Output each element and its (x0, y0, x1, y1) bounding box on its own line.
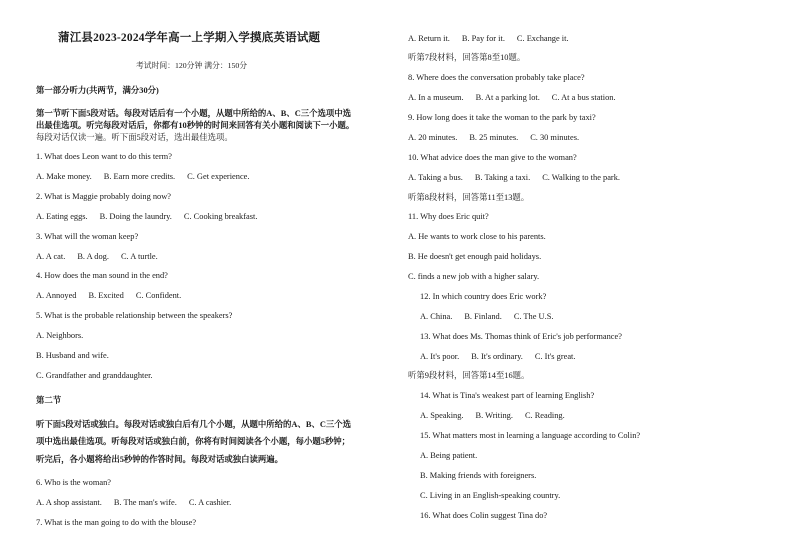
option[interactable]: C. A turtle. (120, 252, 158, 261)
question-5-option-a[interactable]: A. Neighbors. (36, 331, 84, 340)
question-9-options (408, 132, 579, 143)
exam-meta: 考试时间：120分钟 满分：150分 (136, 61, 248, 70)
option[interactable]: C. 30 minutes. (530, 133, 580, 142)
option[interactable]: C. Get experience. (187, 172, 250, 181)
question-3-options (36, 251, 158, 262)
section1-intro-line1: 第一节听下面5段对话。每段对话后有一个小题，从题中所给的A、B、C三个选项中选 (36, 109, 351, 118)
question-6-options (36, 497, 231, 508)
option[interactable]: C. The U.S. (513, 312, 554, 321)
option[interactable]: C. A cashier. (188, 498, 232, 507)
question-14: 14. What is Tina's weakest part of learning English? (420, 391, 595, 400)
option[interactable]: C. Exchange it. (516, 34, 569, 43)
page-title: 蒲江县2023-2024学年高一上学期入学摸底英语试题 (58, 32, 321, 44)
question-9: 9. How long does it take the woman to the park by taxi? (408, 113, 596, 122)
option[interactable]: B. A dog. (77, 252, 109, 261)
question-2: 2. What is Maggie probably doing now? (36, 192, 171, 201)
section2-intro-line3: 听完后，各小题将给出5秒钟的作答时间。每段对话或独白读两遍。 (36, 455, 284, 464)
option[interactable]: A. Make money. (36, 172, 92, 181)
question-12-options (420, 311, 553, 322)
question-1-options (36, 171, 249, 182)
question-1: 1. What does Leon want to do this term? (36, 152, 172, 161)
option[interactable]: C. Reading. (524, 411, 565, 420)
question-8: 8. Where does the conversation probably take place? (408, 73, 585, 82)
option[interactable]: A. Return it. (408, 34, 450, 43)
option[interactable]: C. At a bus station. (551, 93, 616, 102)
option[interactable]: B. Excited (88, 291, 124, 300)
section2-intro-line1: 听下面5段对话或独白。每段对话或独白后有几个小题，从题中所给的A、B、C三个选 (36, 420, 351, 429)
option[interactable]: B. At a parking lot. (475, 93, 540, 102)
question-5: 5. What is the probable relationship between the speakers? (36, 311, 233, 320)
question-11-option-a[interactable]: A. He wants to work close to his parents. (408, 232, 546, 241)
option[interactable]: B. It's ordinary. (471, 352, 523, 361)
option[interactable]: C. Walking to the park. (542, 173, 620, 182)
option[interactable]: B. Taking a taxi. (474, 173, 531, 182)
listen-instruction-7: 听第7段材料，回答第8至10题。 (408, 53, 526, 62)
option[interactable]: B. Doing the laundry. (99, 212, 172, 221)
question-3: 3. What will the woman keep? (36, 232, 139, 241)
question-5-option-c[interactable]: C. Grandfather and granddaughter. (36, 371, 153, 380)
option[interactable]: A. China. (420, 312, 453, 321)
question-15-option-b[interactable]: B. Making friends with foreigners. (420, 471, 537, 480)
question-15-option-c[interactable]: C. Living in an English-speaking country. (420, 491, 561, 500)
question-7-options (408, 33, 569, 44)
option[interactable]: A. Taking a bus. (408, 173, 463, 182)
question-13-options (420, 351, 575, 362)
option[interactable]: B. Finland. (464, 312, 502, 321)
question-2-options (36, 211, 257, 222)
option[interactable]: B. Pay for it. (461, 34, 505, 43)
listen-instruction-8: 听第8段材料，回答第11至13题。 (408, 193, 530, 202)
section1-intro-line3: 每段对话仅读一遍。听下面5段对话，选出最佳选项。 (36, 133, 233, 142)
option[interactable]: A. Annoyed (36, 291, 77, 300)
question-15-option-a[interactable]: A. Being patient. (420, 451, 478, 460)
part1-heading: 第一部分听力(共两节，满分30分) (36, 86, 159, 95)
question-10: 10. What advice does the man give to the woman? (408, 153, 577, 162)
option[interactable]: A. It's poor. (420, 352, 460, 361)
option[interactable]: C. Cooking breakfast. (183, 212, 258, 221)
question-12: 12. In which country does Eric work? (420, 292, 547, 301)
listen-instruction-9: 听第9段材料，回答第14至16题。 (408, 371, 530, 380)
option[interactable]: B. Writing. (475, 411, 513, 420)
option[interactable]: A. A shop assistant. (36, 498, 102, 507)
question-7: 7. What is the man going to do with the blouse? (36, 518, 197, 527)
question-11-option-c[interactable]: C. finds a new job with a higher salary. (408, 272, 540, 281)
question-16: 16. What does Colin suggest Tina do? (420, 511, 548, 520)
question-4-options (36, 290, 181, 301)
option[interactable]: A. Speaking. (420, 411, 464, 420)
section2-intro-line2: 项中选出最佳选项。听每段对话或独白前，你将有时间阅读各个小题，每小题5秒钟； (36, 437, 351, 446)
section2-heading: 第二节 (36, 396, 62, 405)
question-4: 4. How does the man sound in the end? (36, 271, 168, 280)
section1-intro-line2: 出最佳选项。听完每段对话后，你都有10秒钟的时间来回答有关小题和阅读下一小题。 (36, 121, 355, 130)
option[interactable]: C. It's great. (534, 352, 576, 361)
question-6: 6. Who is the woman? (36, 478, 111, 487)
question-11: 11. Why does Eric quit? (408, 212, 489, 221)
option[interactable]: C. Confident. (135, 291, 182, 300)
option[interactable]: A. A cat. (36, 252, 66, 261)
question-11-option-b[interactable]: B. He doesn't get enough paid holidays. (408, 252, 542, 261)
question-13: 13. What does Ms. Thomas think of Eric's job performance? (420, 332, 622, 341)
question-10-options (408, 172, 620, 183)
question-14-options (420, 410, 565, 421)
question-15: 15. What matters most in learning a language according to Colin? (420, 431, 641, 440)
option[interactable]: B. Earn more credits. (103, 172, 176, 181)
question-5-option-b[interactable]: B. Husband and wife. (36, 351, 109, 360)
question-8-options (408, 92, 616, 103)
option[interactable]: A. 20 minutes. (408, 133, 458, 142)
option[interactable]: B. 25 minutes. (469, 133, 519, 142)
option[interactable]: A. Eating eggs. (36, 212, 88, 221)
option[interactable]: A. In a museum. (408, 93, 464, 102)
option[interactable]: B. The man's wife. (113, 498, 177, 507)
